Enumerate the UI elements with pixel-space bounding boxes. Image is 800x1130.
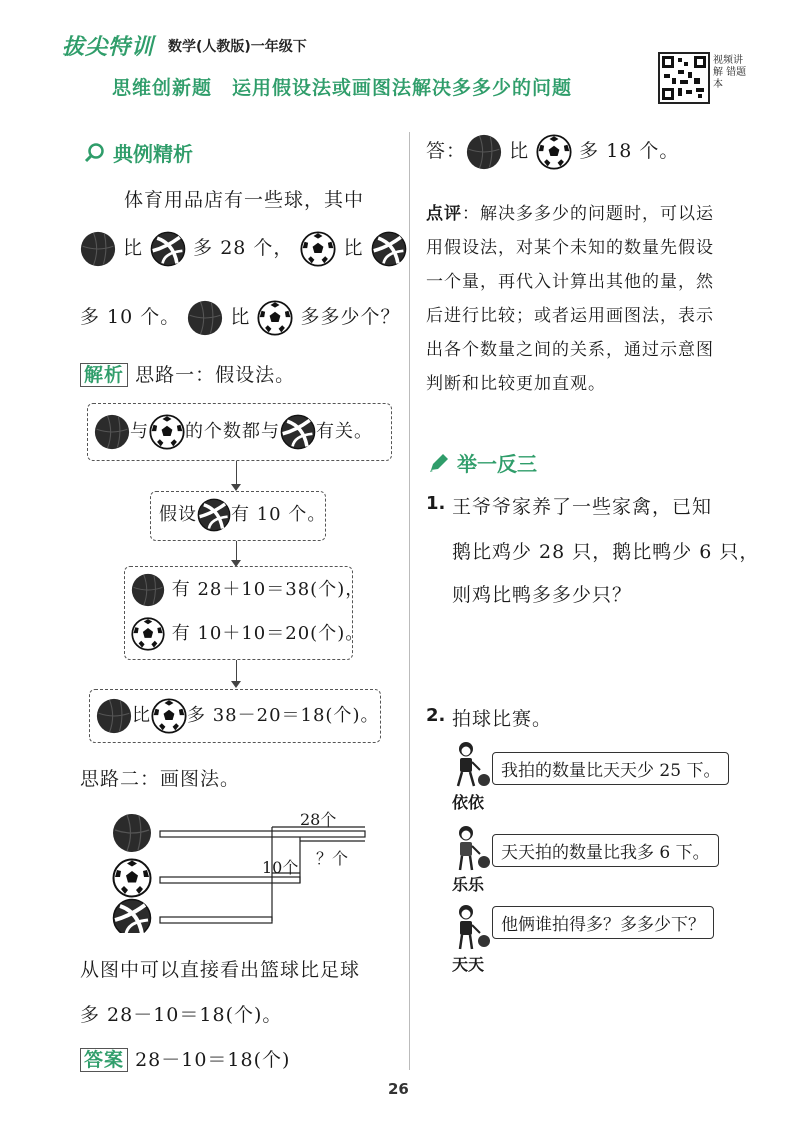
flow-box-4: 比 多 38－20＝18(个)。 [89,689,381,743]
comment-label: 点评 [426,204,462,224]
flow-box-1: 与 的个数都与 有关。 [87,403,392,461]
kid-name-lele: 乐乐 [452,875,485,894]
section-title-text: 举一反三 [456,452,537,476]
analysis-line: 解析 思路一：假设法。 [80,360,295,387]
q2-title: 拍球比赛。 [452,708,553,730]
soccer-ball-icon [300,231,336,267]
page-title: 思维创新题 运用假设法或画图法解决多多少的问题 [112,77,573,99]
problem-line2: 比 多 28 个， 比 [80,231,407,267]
speech-bubble-lele: 天天拍的数量比我多 6 下。 [492,834,719,867]
volleyball-icon [371,231,407,267]
comment-block: 点评：解决多多少的问题时，可以运 用假设法，对某个未知的数量先假设 一个量，再代入计算出其他的量，然 后进行比较；或者运用画图法，表示 出各个数量之间的关系，通过示意图 判断和比较更加直观。 [426,204,714,394]
conclusion-line2: 多 28－10＝18(个)。 [80,1004,283,1026]
qr-code-icon[interactable] [658,52,710,104]
section-title-text: 典例精析 [112,142,193,166]
q1-number: 1. [426,493,446,514]
analysis-tag: 解析 [80,363,128,387]
q1-line2: 鹅比鸡少 28 只，鹅比鸭少 6 只， [452,541,760,563]
flow-box-2: 假设 有 10 个。 [150,491,326,541]
basketball-icon [80,231,116,267]
qr-label: 视频讲解 错题本 [713,55,747,90]
label-28: 28个 [300,810,337,829]
volleyball-icon [280,414,316,450]
basketball-icon [131,573,165,607]
soccer-ball-icon [114,860,151,897]
soccer-ball-icon [536,134,572,170]
kid-tiantian-figure [452,903,492,953]
section-title-practice [428,448,537,477]
basketball-icon [94,414,130,450]
kid-name-yiyi: 依依 [452,793,485,812]
q2-number: 2. [426,705,446,726]
magnifier-icon [84,143,106,163]
speech-bubble-yiyi: 我拍的数量比天天少 25 下。 [492,752,729,785]
soccer-ball-icon [149,414,185,450]
subject-label: 数学(人教版)一年级下 [168,39,307,55]
soccer-ball-icon [257,300,293,336]
kid-name-tiantian: 天天 [452,955,485,974]
answer-tag: 答案 [80,1048,128,1072]
q1-line1: 王爷爷家养了一些家禽，已知 [452,496,713,518]
label-10: 10个 [262,858,299,877]
soccer-ball-icon [131,617,165,651]
volleyball-icon [197,498,231,532]
basketball-bar [160,831,365,837]
speech-bubble-tiantian: 他俩谁拍得多？多多少下？ [492,906,714,939]
volleyball-bar [160,917,272,923]
q1-line3: 则鸡比鸭多多少只？ [452,584,633,606]
problem-line3: 多 10 个。 比 多多少个？ [80,300,400,336]
basketball-icon [187,300,223,336]
soccer-ball-icon [151,698,187,734]
basketball-icon [466,134,502,170]
answer-line: 答案 28－10＝18(个) [80,1045,290,1072]
conclusion-line1: 从图中可以直接看出篮球比足球 [80,959,361,981]
section-title-examples [84,138,193,167]
basketball-icon [96,698,132,734]
volleyball-icon [150,231,186,267]
method2-label: 思路二：画图法。 [80,768,241,790]
kid-lele-figure [452,824,492,874]
column-divider [409,132,410,1070]
answer-statement: 答： 比 多 18 个。 [426,134,679,170]
label-question: ？个 [316,849,349,868]
problem-line1: 体育用品店有一些球，其中 [124,189,365,211]
page-number: 26 [388,1080,409,1098]
flow-box-3: 有 28＋10＝38(个)， 有 10＋10＝20(个)。 [124,566,353,660]
kid-yiyi-figure [452,740,492,790]
brand-logo: 拔尖特训 [62,35,155,60]
pencil-icon [428,453,450,473]
volleyball-icon [114,900,151,934]
basketball-icon [113,814,151,852]
